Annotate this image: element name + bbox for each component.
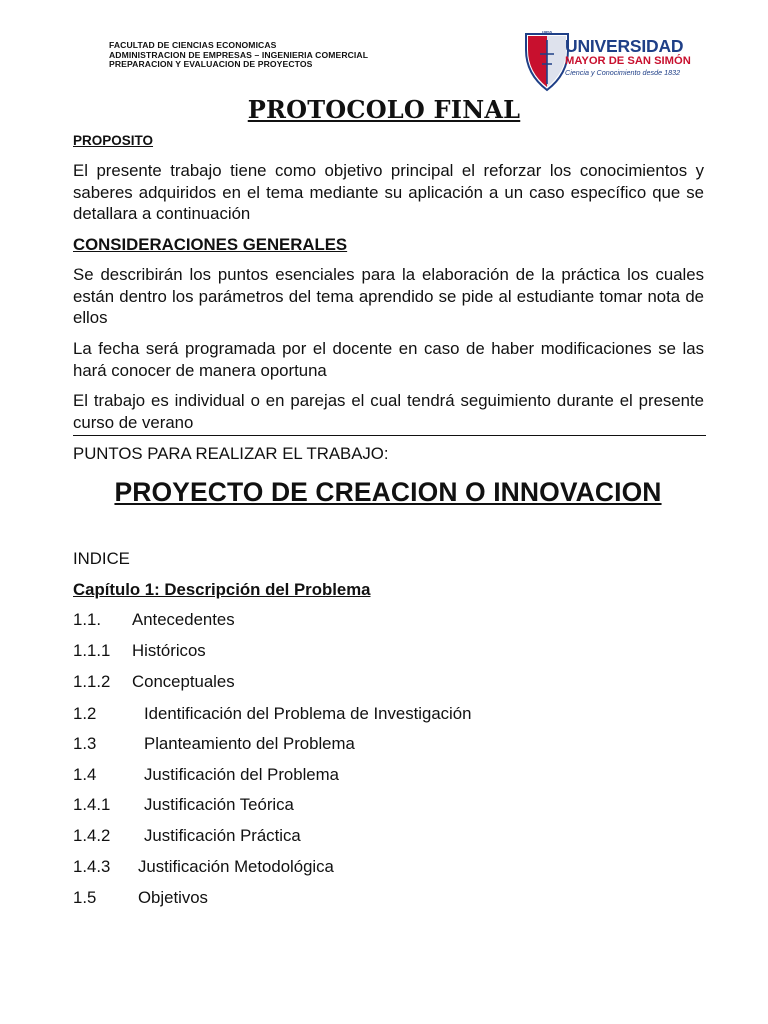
- document-title: PROTOCOLO FINAL: [247, 95, 521, 124]
- toc-number: 1.4.1: [73, 795, 111, 814]
- toc-label: Justificación Práctica: [144, 826, 301, 845]
- section-divider: [73, 435, 706, 436]
- toc-number: 1.4.2: [73, 826, 111, 845]
- toc-number: 1.1.1: [73, 641, 111, 660]
- toc-number: 1.3: [73, 734, 97, 753]
- proposito-heading: PROPOSITO: [73, 133, 154, 148]
- toc-label: Antecedentes: [132, 610, 235, 629]
- header-line-career: ADMINISTRACION DE EMPRESAS – INGENIERIA COMERCIAL: [109, 49, 369, 60]
- header-line-course: PREPARACION Y EVALUACION DE PROYECTOS: [109, 59, 313, 69]
- university-logo: [521, 28, 691, 94]
- proposito-paragraph: El presente trabajo tiene como objetivo principal el reforzar los conocimientos y saberes adquiridos en el tema mediante su aplicación a un caso específico que se detallara a continuación: [73, 161, 704, 223]
- faculty-header: [109, 41, 509, 70]
- consideraciones-paragraph-1: Se describirán los puntos esenciales para la elaboración de la práctica los cuales están dentro los parámetros del tema aprendido se pide al estudiante tomar nota de ellos: [73, 265, 704, 327]
- toc-label: Objetivos: [138, 888, 208, 907]
- puntos-heading: PUNTOS PARA REALIZAR EL TRABAJO:: [73, 444, 389, 463]
- toc-label: Justificación Teórica: [144, 795, 294, 814]
- logo-universidad: UNIVERSIDAD: [565, 36, 684, 56]
- toc-number: 1.1.2: [73, 672, 111, 691]
- consideraciones-paragraph-3: El trabajo es individual o en parejas el cual tendrá seguimiento durante el presente curso de verano: [73, 391, 704, 432]
- chapter-1-heading: Capítulo 1: Descripción del Problema: [73, 580, 371, 599]
- logo-mayor-san-simon: MAYOR DE SAN SIMÓN: [565, 55, 691, 67]
- logo-tagline: Ciencia y Conocimiento desde 1832: [565, 68, 681, 77]
- toc-number: 1.1.: [73, 610, 101, 629]
- toc-label: Justificación del Problema: [144, 765, 339, 784]
- header-line-faculty: FACULTAD DE CIENCIAS ECONOMICAS: [109, 40, 277, 50]
- project-title: PROYECTO DE CREACION O INNOVACION: [114, 477, 662, 507]
- toc-number: 1.5: [73, 888, 97, 907]
- toc-label: Planteamiento del Problema: [144, 734, 355, 753]
- toc-label: Identificación del Problema de Investigación: [144, 704, 472, 723]
- shield-icon: [524, 30, 570, 92]
- toc-label: Justificación Metodológica: [138, 857, 334, 876]
- toc-label: Conceptuales: [132, 672, 235, 691]
- consideraciones-heading: CONSIDERACIONES GENERALES: [73, 235, 348, 254]
- toc-label: Históricos: [132, 641, 206, 660]
- toc-number: 1.2: [73, 704, 97, 723]
- consideraciones-paragraph-2: La fecha será programada por el docente en caso de haber modificaciones se las hará conocer de manera oportuna: [73, 339, 704, 380]
- toc-number: 1.4.3: [73, 857, 111, 876]
- toc-number: 1.4: [73, 765, 97, 784]
- indice-label: INDICE: [73, 549, 130, 568]
- shield-text: UMSS: [541, 30, 553, 35]
